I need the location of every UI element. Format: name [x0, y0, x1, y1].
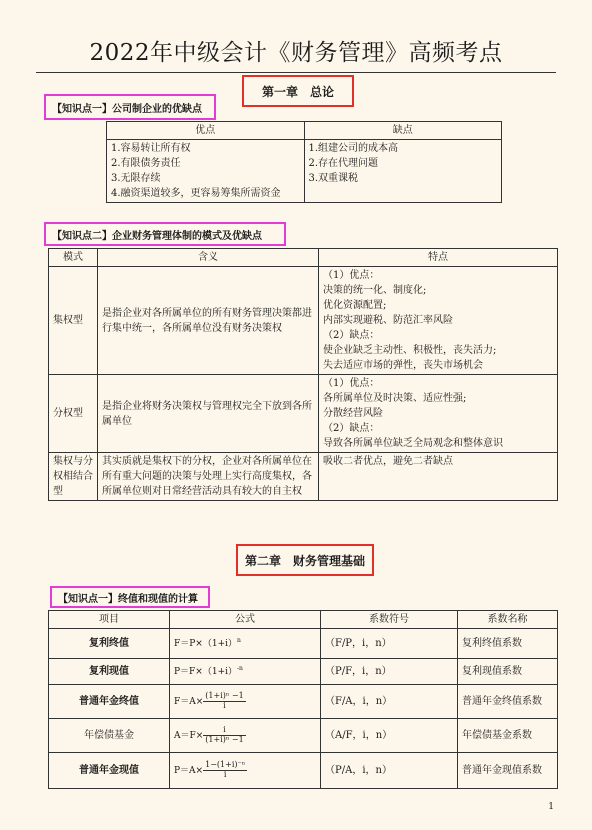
symbol-cell: （P/A，i，n）	[321, 753, 458, 789]
name-cell: 复利终值系数	[458, 629, 558, 659]
header-item: 项目	[49, 611, 170, 629]
features-cell	[319, 453, 558, 501]
fraction-numerator: (1+i)ⁿ −1	[205, 691, 244, 701]
management-system-table	[48, 248, 558, 501]
pros-item: 2.有限债务责任	[111, 158, 181, 169]
feature-line: 分散经营风险	[323, 408, 383, 419]
pros-item: 1.容易转让所有权	[111, 143, 191, 154]
header-symbol: 系数符号	[321, 611, 458, 629]
formula-text: F＝P×（1+i）	[174, 638, 237, 649]
header-name: 系数名称	[458, 611, 558, 629]
fraction-numerator: 1−(1+i)⁻ⁿ	[205, 760, 246, 770]
header-pros: 优点	[107, 122, 305, 140]
fraction-denominator: i	[223, 770, 227, 779]
feature-line: （2）缺点：	[323, 330, 380, 341]
meaning-cell: 是指企业对各所属单位的所有财务管理决策都进行集中统一，各所属单位没有财务决策权	[98, 267, 319, 375]
feature-line: （1）优点：	[323, 270, 380, 281]
chapter2-heading: 第二章 财务管理基础	[236, 544, 374, 576]
header-formula: 公式	[170, 611, 321, 629]
formula-text: P＝F×（1+i）	[174, 666, 237, 677]
feature-line: 导致各所属单位缺乏全局观念和整体意识	[323, 438, 503, 449]
mode-cell: 分权型	[49, 375, 98, 453]
cons-item: 2.存在代理问题	[308, 158, 379, 169]
feature-line: 内部实现避税、防范汇率风险	[323, 315, 453, 326]
chapter1-heading: 第一章 总论	[242, 75, 354, 107]
table-row	[49, 629, 558, 659]
table-row	[49, 753, 558, 789]
table-row	[49, 719, 558, 753]
page-number: 1	[548, 802, 554, 812]
meaning-cell: 其实质就是集权下的分权，企业对各所属单位在所有重大问题的决策与处理上实行高度集权，各所属单位则对日常经营活动具有较大的自主权	[98, 453, 319, 501]
table-row	[49, 453, 558, 501]
table-header-row	[49, 611, 558, 629]
feature-line: （1）优点：	[323, 378, 380, 389]
ch2-kp1-label: 【知识点一】终值和现值的计算	[50, 586, 210, 608]
formula-fraction	[203, 692, 245, 711]
formula-exponent: n	[237, 636, 241, 644]
table-row	[49, 685, 558, 719]
formula-text: P＝A×	[174, 766, 204, 776]
symbol-cell: （F/A，i，n）	[321, 685, 458, 719]
features-cell	[319, 375, 558, 453]
pros-item: 3.无限存续	[111, 173, 161, 184]
formula-cell	[170, 629, 321, 659]
formula-cell	[170, 659, 321, 685]
pros-item: 4.融资渠道较多，更容易筹集所需资金	[111, 188, 281, 199]
cons-item: 3.双重课税	[308, 173, 359, 184]
title-divider	[36, 72, 556, 73]
header-features: 特点	[319, 249, 558, 267]
item-cell: 复利现值	[49, 659, 170, 685]
symbol-cell: （F/P，i，n）	[321, 629, 458, 659]
feature-line: 使企业缺乏主动性、积极性，丧失活力;	[323, 345, 497, 356]
name-cell: 年偿债基金系数	[458, 719, 558, 753]
formula-cell	[170, 685, 321, 719]
feature-line: 吸收二者优点，避免二者缺点	[323, 456, 453, 467]
symbol-cell: （P/F，i，n）	[321, 659, 458, 685]
fraction-denominator: (1+i)ⁿ −1	[205, 735, 244, 744]
item-cell: 复利终值	[49, 629, 170, 659]
formula-cell	[170, 753, 321, 789]
features-cell	[319, 267, 558, 375]
ch1-kp2-label: 【知识点二】企业财务管理体制的模式及优缺点	[44, 222, 286, 246]
feature-line: 各所属单位及时决策、适应性强;	[323, 393, 467, 404]
table-row	[49, 659, 558, 685]
name-cell: 复利现值系数	[458, 659, 558, 685]
company-pros-cons-table	[106, 121, 502, 203]
mode-cell: 集权与分权相结合型	[49, 453, 98, 501]
fraction-numerator: i	[203, 726, 245, 736]
table-row	[107, 140, 502, 203]
name-cell: 普通年金现值系数	[458, 753, 558, 789]
formula-fraction	[203, 726, 245, 745]
formula-text: A＝F×	[174, 731, 204, 741]
mode-cell: 集权型	[49, 267, 98, 375]
feature-line: 决策的统一化、制度化;	[323, 285, 427, 296]
header-cons: 缺点	[304, 122, 502, 140]
cons-item: 1.组建公司的成本高	[308, 143, 399, 154]
table-header-row	[107, 122, 502, 140]
name-cell: 普通年金终值系数	[458, 685, 558, 719]
header-meaning: 含义	[98, 249, 319, 267]
feature-line: 优化资源配置;	[323, 300, 387, 311]
feature-line: 失去适应市场的弹性，丧失市场机会	[323, 360, 483, 371]
symbol-cell: （A/F，i，n）	[321, 719, 458, 753]
formula-exponent: -n	[237, 664, 243, 672]
ch1-kp1-label: 【知识点一】公司制企业的优缺点	[44, 94, 216, 120]
formula-cell	[170, 719, 321, 753]
item-cell: 普通年金终值	[49, 685, 170, 719]
feature-line: （2）缺点：	[323, 423, 380, 434]
time-value-table	[48, 610, 558, 789]
table-row	[49, 375, 558, 453]
meaning-cell: 是指企业将财务决策权与管理权完全下放到各所属单位	[98, 375, 319, 453]
formula-fraction	[203, 761, 247, 780]
page-title: 2022年中级会计《财务管理》高频考点	[89, 40, 503, 66]
item-cell: 普通年金现值	[49, 753, 170, 789]
table-header-row	[49, 249, 558, 267]
fraction-denominator: i	[223, 701, 226, 710]
cons-cell	[304, 140, 502, 203]
table-row	[49, 267, 558, 375]
pros-cell	[107, 140, 305, 203]
header-mode: 模式	[49, 249, 98, 267]
formula-text: F＝A×	[174, 697, 204, 707]
item-cell: 年偿债基金	[49, 719, 170, 753]
